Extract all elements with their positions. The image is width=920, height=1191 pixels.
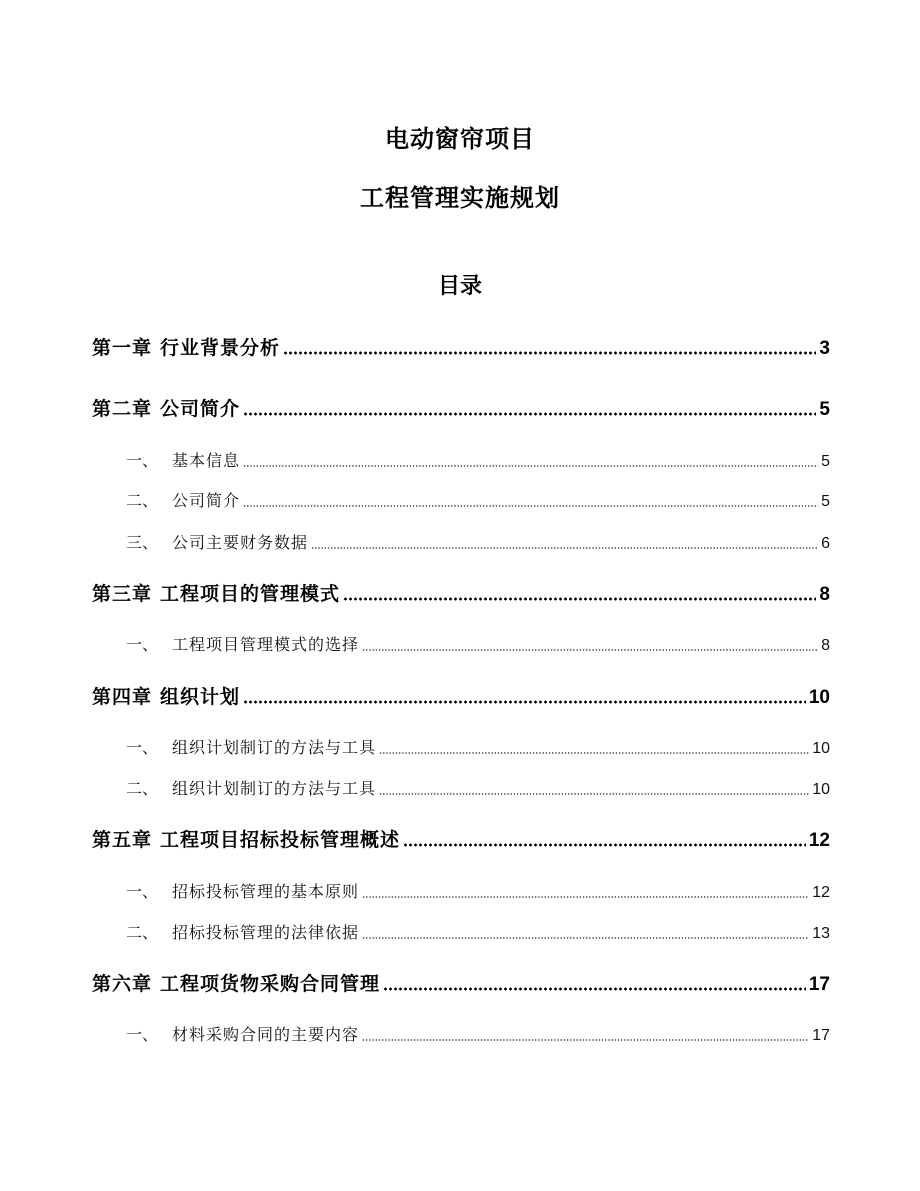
toc-entry-page: 10 [808, 687, 830, 708]
toc-entry-section-4-2[interactable] [126, 778, 830, 801]
toc-entry-number: 三、 [126, 533, 159, 552]
dot-leader [362, 1038, 809, 1042]
toc-entry-number: 一、 [126, 451, 159, 470]
toc-entry-number: 二、 [126, 923, 159, 942]
toc-entry-page: 8 [821, 637, 830, 654]
toc-entry-title: 组织计划制订的方法与工具 [172, 779, 377, 798]
dot-leader [362, 936, 809, 940]
toc-entry-title: 组织计划制订的方法与工具 [172, 738, 377, 757]
toc-entry-number: 一、 [126, 882, 159, 901]
toc-entry-section-4-1[interactable] [126, 737, 830, 760]
toc-entry-number: 二、 [126, 491, 159, 510]
toc-entry-page: 6 [821, 535, 830, 552]
toc-entry-page: 5 [821, 453, 830, 470]
toc-entry-section-6-1[interactable] [126, 1024, 830, 1047]
toc-entry-number: 第三章 [92, 583, 153, 605]
document-title-line-1: 电动窗帘项目 [385, 125, 535, 153]
toc-entry-page: 3 [819, 338, 830, 359]
dot-leader [243, 464, 818, 468]
toc-entry-number: 第六章 [92, 973, 153, 995]
toc-entry-number: 第四章 [92, 686, 153, 708]
toc-entry-chapter-3[interactable] [92, 582, 830, 607]
toc-entry-section-2-3[interactable] [126, 532, 830, 555]
toc-heading: 目录 [437, 274, 482, 299]
toc-entry-title: 工程项目招标投标管理概述 [160, 829, 401, 851]
toc-entry-number: 一、 [126, 635, 159, 654]
toc-entry-number: 一、 [126, 1025, 159, 1044]
toc-entry-chapter-6[interactable] [92, 972, 830, 997]
dot-leader [362, 648, 818, 652]
toc-entry-page: 8 [819, 584, 830, 605]
toc-entry-title: 工程项目管理模式的选择 [172, 635, 360, 654]
toc-entry-title: 招标投标管理的基本原则 [172, 882, 360, 901]
toc-entry-chapter-4[interactable] [92, 685, 830, 710]
toc-entry-page: 12 [812, 884, 830, 901]
toc-entry-title: 公司简介 [160, 398, 241, 420]
dot-leader [311, 546, 818, 550]
dot-leader [362, 895, 809, 899]
toc-entry-number: 第二章 [92, 398, 153, 420]
toc-entry-chapter-1[interactable] [92, 336, 830, 361]
dot-leader [283, 351, 816, 355]
toc-entry-number: 二、 [126, 779, 159, 798]
dot-leader [243, 412, 816, 416]
toc-entry-section-5-1[interactable] [126, 881, 830, 904]
toc-entry-title: 行业背景分析 [160, 337, 281, 359]
toc-entry-title: 招标投标管理的法律依据 [172, 923, 360, 942]
dot-leader [403, 843, 806, 847]
dot-leader [343, 597, 816, 601]
toc-entry-section-5-2[interactable] [126, 922, 830, 945]
toc-entry-number: 第五章 [92, 829, 153, 851]
dot-leader [379, 751, 809, 755]
toc-entry-page: 17 [808, 974, 830, 995]
toc-entry-title: 公司简介 [172, 491, 241, 510]
toc-entry-title: 工程项目的管理模式 [160, 583, 341, 605]
toc-entry-page: 10 [812, 781, 830, 798]
toc-entry-chapter-5[interactable] [92, 828, 830, 853]
toc-entry-page: 17 [812, 1027, 830, 1044]
toc-entry-section-3-1[interactable] [126, 634, 830, 657]
toc-entry-page: 10 [812, 740, 830, 757]
dot-leader [383, 987, 806, 991]
toc-entry-page: 13 [812, 925, 830, 942]
document-title-line-2: 工程管理实施规划 [360, 184, 560, 212]
toc-entry-page: 5 [819, 399, 830, 420]
toc-entry-section-2-2[interactable] [126, 490, 830, 513]
dot-leader [379, 792, 809, 796]
toc-entry-title: 组织计划 [160, 686, 241, 708]
toc-entry-page: 5 [821, 493, 830, 510]
dot-leader [243, 700, 806, 704]
toc-entry-title: 基本信息 [172, 451, 241, 470]
toc-entry-number: 第一章 [92, 337, 153, 359]
toc-entry-title: 公司主要财务数据 [172, 533, 309, 552]
toc-entry-page: 12 [808, 830, 830, 851]
toc-entry-title: 材料采购合同的主要内容 [172, 1025, 360, 1044]
toc-entry-chapter-2[interactable] [92, 397, 830, 422]
toc-entry-section-2-1[interactable] [126, 450, 830, 473]
dot-leader [243, 504, 818, 508]
toc-entry-title: 工程项货物采购合同管理 [160, 973, 381, 995]
toc-entry-number: 一、 [126, 738, 159, 757]
